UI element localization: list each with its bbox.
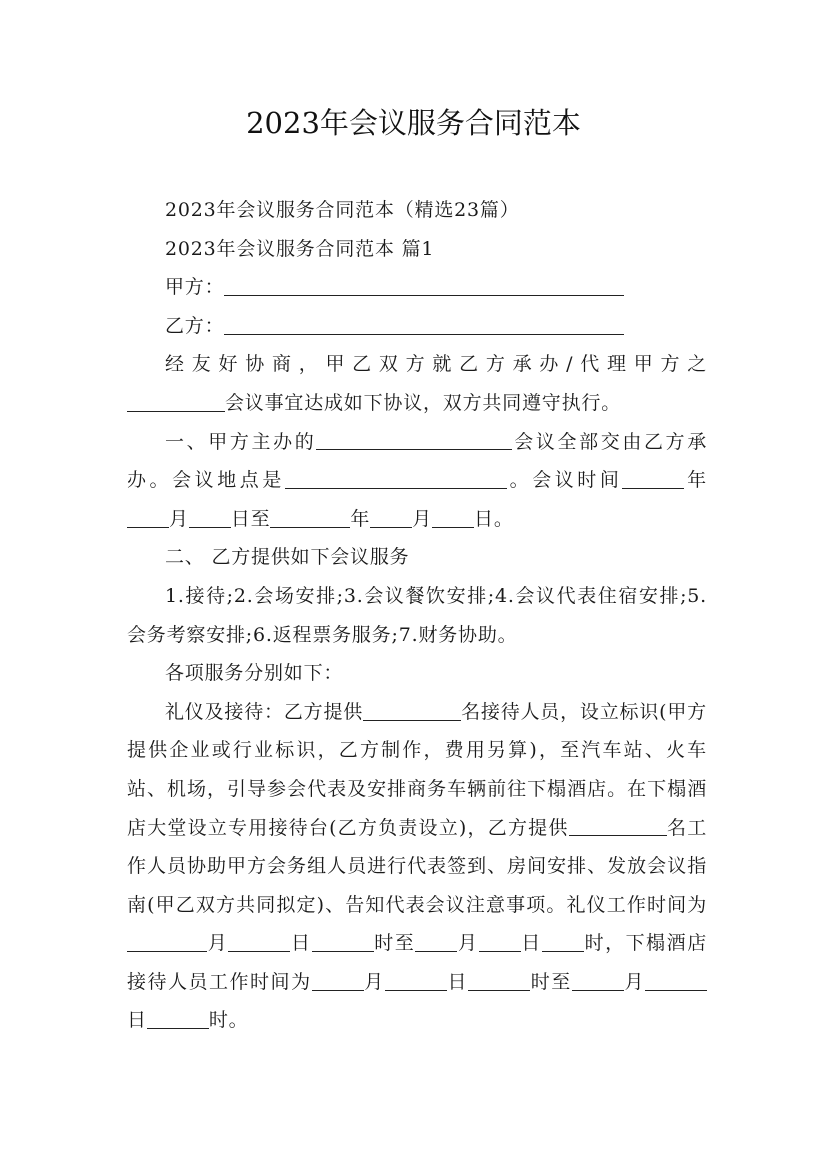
document-title: 2023年会议服务合同范本	[246, 106, 581, 140]
h-month2-label: 月	[623, 970, 645, 993]
r-hotel-label: 时，下榻酒店接待人员工作时间为	[127, 932, 707, 993]
h-day2-label: 日	[127, 1009, 147, 1032]
month-end-blank[interactable]	[370, 508, 412, 528]
reception-text-3: 名工作人员协助甲方会务组人员进行代表签到、房间安排、发放会议指南(甲乙双方共同拟定)、告知代表会议注意事项。礼仪工作时间为	[127, 816, 707, 916]
h-time2-blank[interactable]	[147, 1009, 209, 1029]
reception-text-2: 名接待人员，设立标识(甲方提供企业或行业标识，乙方制作，费用另算)，至汽车站、火车站、机场，引导参会代表及安排商务车辆前往下榻酒店。在下榻酒店大堂设立专用接待台(乙方负责设立)，乙方提供	[127, 700, 707, 839]
day-end-label: 日。	[474, 507, 514, 530]
work-staff-blank[interactable]	[569, 816, 667, 836]
document-body	[127, 191, 707, 1040]
clause-2-title: 二、 乙方提供如下会议服务	[165, 546, 410, 569]
h-time-to-label: 时至	[530, 970, 572, 993]
h-day-label: 日	[446, 970, 469, 993]
intro-line-2-text: 会议事宜达成如下协议，双方共同遵守执行。	[225, 391, 622, 414]
r-time-blank[interactable]	[312, 932, 374, 952]
h-time-blank[interactable]	[468, 971, 530, 991]
party-a-blank[interactable]	[224, 276, 624, 296]
host-meeting-blank[interactable]	[316, 430, 512, 450]
meeting-name-blank[interactable]	[127, 392, 225, 412]
reception-text-1: 礼仪及接待：乙方提供	[165, 700, 364, 723]
reception-staff-blank[interactable]	[363, 701, 461, 721]
services-list: 1.接待;2.会场安排;3.会议餐饮安排;4.会议代表住宿安排;5.会务考察安排;6.返程票务服务;7.财务协助。	[127, 584, 707, 646]
clause-1-text-b: 会议全部交由乙方	[512, 430, 688, 453]
r-month-label: 月	[207, 932, 229, 955]
clause-1	[127, 423, 707, 539]
r-time2-blank[interactable]	[542, 932, 584, 952]
r-month-blank[interactable]	[127, 932, 207, 952]
clause-1-text-d: 。会议时间	[506, 469, 623, 492]
r-month2-label: 月	[457, 932, 479, 955]
day-end-blank[interactable]	[432, 508, 474, 528]
r-day2-label: 日	[520, 932, 542, 955]
day-blank[interactable]	[189, 508, 231, 528]
intro-line-2	[127, 384, 707, 423]
h-month-label: 月	[363, 970, 385, 993]
year-end-blank[interactable]	[270, 508, 350, 528]
r-day2-blank[interactable]	[479, 932, 521, 952]
r-time-to-label: 时至	[373, 932, 416, 955]
party-a-line	[127, 268, 707, 307]
clause-1-text-a: 一、甲方主办的	[165, 430, 317, 453]
h-day-blank[interactable]	[385, 971, 447, 991]
month-end-label: 月	[412, 507, 433, 530]
subtitle: 2023年会议服务合同范本（精选23篇）	[165, 199, 520, 221]
h-end-label: 时。	[208, 1009, 249, 1032]
month-blank[interactable]	[127, 508, 169, 528]
year-label: 年	[684, 469, 707, 492]
intro-line-1: 经友好协商，甲乙双方就乙方承办/代理甲方之	[165, 353, 707, 376]
section-title: 2023年会议服务合同范本 篇1	[165, 237, 435, 260]
party-b-line	[127, 307, 707, 346]
year-blank[interactable]	[622, 469, 684, 489]
h-day2-blank[interactable]	[645, 971, 707, 991]
h-month2-blank[interactable]	[572, 971, 624, 991]
r-day-label: 日	[290, 932, 312, 955]
r-day-blank[interactable]	[228, 932, 290, 952]
party-a-label: 甲方：	[165, 276, 225, 299]
year-end-label: 年	[350, 507, 371, 530]
h-month-blank[interactable]	[312, 971, 364, 991]
month-label: 月	[169, 507, 189, 530]
r-month2-blank[interactable]	[415, 932, 457, 952]
clause-1-text-c: 承办。会议地点是	[127, 430, 707, 492]
reception-clause	[127, 693, 707, 1040]
party-b-label: 乙方：	[165, 314, 225, 337]
venue-blank[interactable]	[285, 469, 507, 489]
services-intro: 各项服务分别如下：	[165, 662, 344, 685]
party-b-blank[interactable]	[224, 315, 624, 335]
day-to-label: 日至	[230, 507, 271, 530]
